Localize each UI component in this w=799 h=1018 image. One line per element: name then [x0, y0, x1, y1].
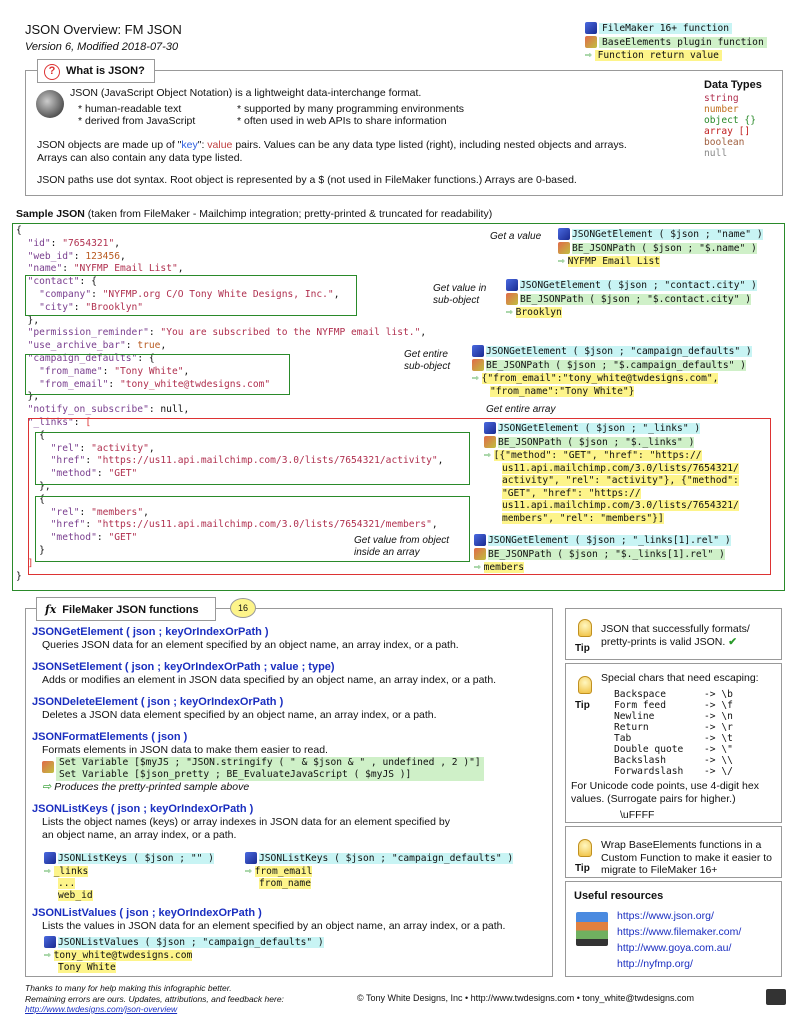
lightbulb-icon — [578, 676, 592, 694]
example-subobject: JSONGetElement ( $json ; "contact.city" ) BE_JSONPath ( $json ; "$.contact.city" ) ⇨ Brooklyn — [506, 280, 757, 318]
fn-get-element: JSONGetElement ( json ; keyOrIndexOrPath ) — [32, 626, 269, 638]
bullet-4: * often used in web APIs to share information — [237, 115, 447, 127]
resource-link[interactable]: http://www.goya.com.au/ — [617, 942, 732, 954]
filemaker-icon — [585, 22, 597, 34]
example-get-value: JSONGetElement ( $json ; "name" ) BE_JSONPath ( $json ; "$.name" ) ⇨ NYFMP Email List — [558, 229, 763, 267]
fn-set-element: JSONSetElement ( json ; keyOrIndexOrPath ; value ; type) — [32, 661, 335, 673]
lightbulb-icon — [578, 619, 592, 637]
campaign-box — [25, 354, 290, 395]
resource-link[interactable]: https://www.json.org/ — [617, 910, 714, 922]
what-is-json-heading: ? What is JSON? — [37, 59, 155, 83]
listvalues-example: JSONListValues ( $json ; "campaign_defaults" ) ⇨ tony_white@twdesigns.com Tony White — [44, 937, 324, 973]
json-paths-paragraph: JSON paths use dot syntax. Root object is represented by a $ (not used in FileMaker functions.) Arrays are 0-based. — [37, 174, 577, 186]
data-types-title: Data Types — [704, 79, 762, 91]
bullet-3: * supported by many programming environments — [237, 103, 465, 115]
baseelements-icon — [585, 36, 597, 48]
fn-format-elements: JSONFormatElements ( json ) — [32, 731, 188, 743]
legend — [585, 22, 767, 63]
escape-row: Backslash -> \\ — [614, 755, 733, 766]
checkmark-icon: ✔ — [728, 635, 738, 648]
function-count-badge: 16 — [230, 598, 256, 618]
escape-row: Backspace -> \b — [614, 689, 733, 700]
legend-ret: Function return value — [595, 50, 722, 61]
resource-link[interactable]: http://nyfmp.org/ — [617, 958, 693, 970]
escape-row: Return -> \r — [614, 722, 733, 733]
contact-box — [25, 275, 357, 316]
links-item-1-box — [35, 432, 470, 485]
escape-row: Forwardslash -> \/ — [614, 766, 733, 777]
escape-row: Tab -> \t — [614, 733, 733, 744]
tip-1: Tip JSON that successfully formats/ pretty-prints is valid JSON. ✔ — [565, 608, 782, 660]
fn-delete-element: JSONDeleteElement ( json ; keyOrIndexOrPath ) — [32, 696, 284, 708]
example-array-object: JSONGetElement ( $json ; "_links[1].rel" ) BE_JSONPath ( $json ; "$._links[1].rel" ) ⇨ members — [474, 535, 731, 573]
sample-json-code: { "id": "7654321", "web_id": 123456, "name": "NYFMP Email List", "contact": { "company": "NYFMP.org C/O Tony White Designs, Inc.", "city": "Brooklyn" }, "permission_reminder": "You are subscribed to the NYFMP email list.", "use_archive_bar": true, "campaign_defaults": { "from_name": "Tony White", "from_email": "tony_white@twdesigns.com" }, "notify_on_subscribe": null, "_links": [ { "rel": "activity", "href": "https://us11.api.mailchimp.com/3.0/lists/7654321/activity", "method": "GET" }, { "rel": "members", "href": "https://us11.api.mailchimp.com/3.0/lists/7654321/members", "method": "GET" } ] } — [16, 225, 444, 582]
json-objects-paragraph: JSON objects are made up of "key": value pairs. Values can be any data type listed (right), including nested objects and arrays. Arrays can also contain any data type listed. — [37, 139, 627, 164]
fx-icon: fx — [45, 603, 57, 616]
label-get-value: Get a value — [490, 231, 542, 242]
footer-notes: Thanks to many for help making this infographic better. Remaining errors are ours. Updates, attributions, and feedback here: http://www.twdesigns.com/json-overview — [25, 983, 284, 1014]
resource-link[interactable]: https://www.filemaker.com/ — [617, 926, 742, 938]
escape-row: Double quote -> \" — [614, 744, 733, 755]
legend-be: BaseElements plugin function — [599, 37, 767, 48]
label-subobject: Get value in sub-object — [433, 283, 487, 306]
label-entire-subobject: Get entire sub-object — [404, 349, 451, 372]
footer-copyright: © Tony White Designs, Inc • http://www.twdesigns.com • tony_white@twdesigns.com — [357, 993, 695, 1003]
sample-json-title: Sample JSON (taken from FileMaker - Mailchimp integration; pretty-printed & truncated for readability) — [16, 208, 493, 220]
listkeys-example-2: JSONListKeys ( $json ; "campaign_defaults" ) ⇨ from_email from_name — [245, 853, 514, 889]
fn-list-keys: JSONListKeys ( json ; keyOrIndexOrPath ) — [32, 803, 254, 815]
data-types-list: string number object {} array [] boolean null — [704, 93, 756, 159]
escape-row: Form feed -> \f — [614, 700, 733, 711]
fn-list-values-block: JSONListValues ( json ; keyOrIndexOrPath ) Lists the values in JSON data for an element specified by an object name, an array index, or a path. — [32, 907, 506, 932]
tip-2: Tip Special chars that need escaping: Backspace -> \b Form feed -> \f Newline -> \n Return -> \r Tab -> \t Double quote -> \" Backslash -> \\ Forwardslash -> \/ For Unicode code points, use 4-digit hex values. (Surrogate pairs for higher.) \uFFFF — [565, 663, 782, 823]
fm-function-list: JSONGetElement ( json ; keyOrIndexOrPath ) Queries JSON data for an element specified by an object name, an array index, or a path. JSONSetElement ( json ; keyOrIndexOrPath ; value ; type) Adds or modifies an element in JSON data specified by an object name, an array index, or a path. JSONDeleteElement ( json ; keyOrIndexOrPath ) Deletes a JSON data element specified by an object name, an array index, or a path. JSONFormatElements ( json ) Formats elements in JSON data to make them easier to read. Set Variable [$myJS ; "JSON.stringify ( " & $json & " , undefined , 2 )"] Set Variable [$json_pretty ; BE_EvaluateJavaScript ( $myJS )] ⇨ Produces the pretty-printed sample above JSONListKeys ( json ; keyOrIndexOrPath ) Lists the object names (keys) or array indexes in JSON data for an element specified by an object name, an array index, or a path. — [32, 626, 552, 842]
books-icon — [576, 912, 608, 946]
label-entire-array: Get entire array — [486, 404, 556, 415]
json-logo-icon — [36, 90, 64, 118]
page-subtitle: Version 6, Modified 2018-07-30 — [25, 41, 179, 53]
example-entire-array: JSONGetElement ( $json ; "_links" ) BE_JSONPath ( $json ; "$._links" ) ⇨ [{"method": "GET", "href": "https:// us11.api.mailchimp.com/3.0/lists/7654321/ activity", "rel": "activity"}, {"method": "GET", "href": "https:// us11.api.mailchimp.com/3.0/lists/7654321/ members", "rel": "members"}] — [484, 423, 739, 524]
fm-functions-heading: fx FileMaker JSON functions — [36, 597, 216, 621]
footer-link[interactable]: http://www.twdesigns.com/json-overview — [25, 1004, 178, 1014]
bullet-1: * human-readable text — [78, 103, 182, 115]
label-array-object: Get value from object inside an array — [354, 535, 450, 558]
listkeys-example-1: JSONListKeys ( $json ; "" ) ⇨ _links ... web_id — [44, 853, 214, 901]
lightbulb-icon — [578, 839, 592, 857]
bullet-2: * derived from JavaScript — [78, 115, 196, 127]
example-entire-subobject: JSONGetElement ( $json ; "campaign_defaults" ) BE_JSONPath ( $json ; "$.campaign_defaults" ) ⇨ {"from_email":"tony_white@twdesigns.com", "from_name":"Tony White"} — [472, 346, 752, 397]
arrow-icon: ⇨ — [585, 48, 592, 61]
page-title: JSON Overview: FM JSON — [25, 22, 182, 37]
escape-row: Newline -> \n — [614, 711, 733, 722]
legend-fm: FileMaker 16+ function — [599, 23, 732, 34]
json-intro: JSON (JavaScript Object Notation) is a lightweight data-interchange format. — [70, 87, 422, 99]
computer-icon — [766, 989, 786, 1005]
tip-3: Tip Wrap BaseElements functions in a Custom Function to make it easier to migrate to FileMaker 16+ — [565, 826, 782, 878]
question-icon: ? — [44, 64, 60, 80]
resources-panel: Useful resources https://www.json.org/ https://www.filemaker.com/ http://www.goya.com.au/ http://nyfmp.org/ — [565, 881, 782, 977]
